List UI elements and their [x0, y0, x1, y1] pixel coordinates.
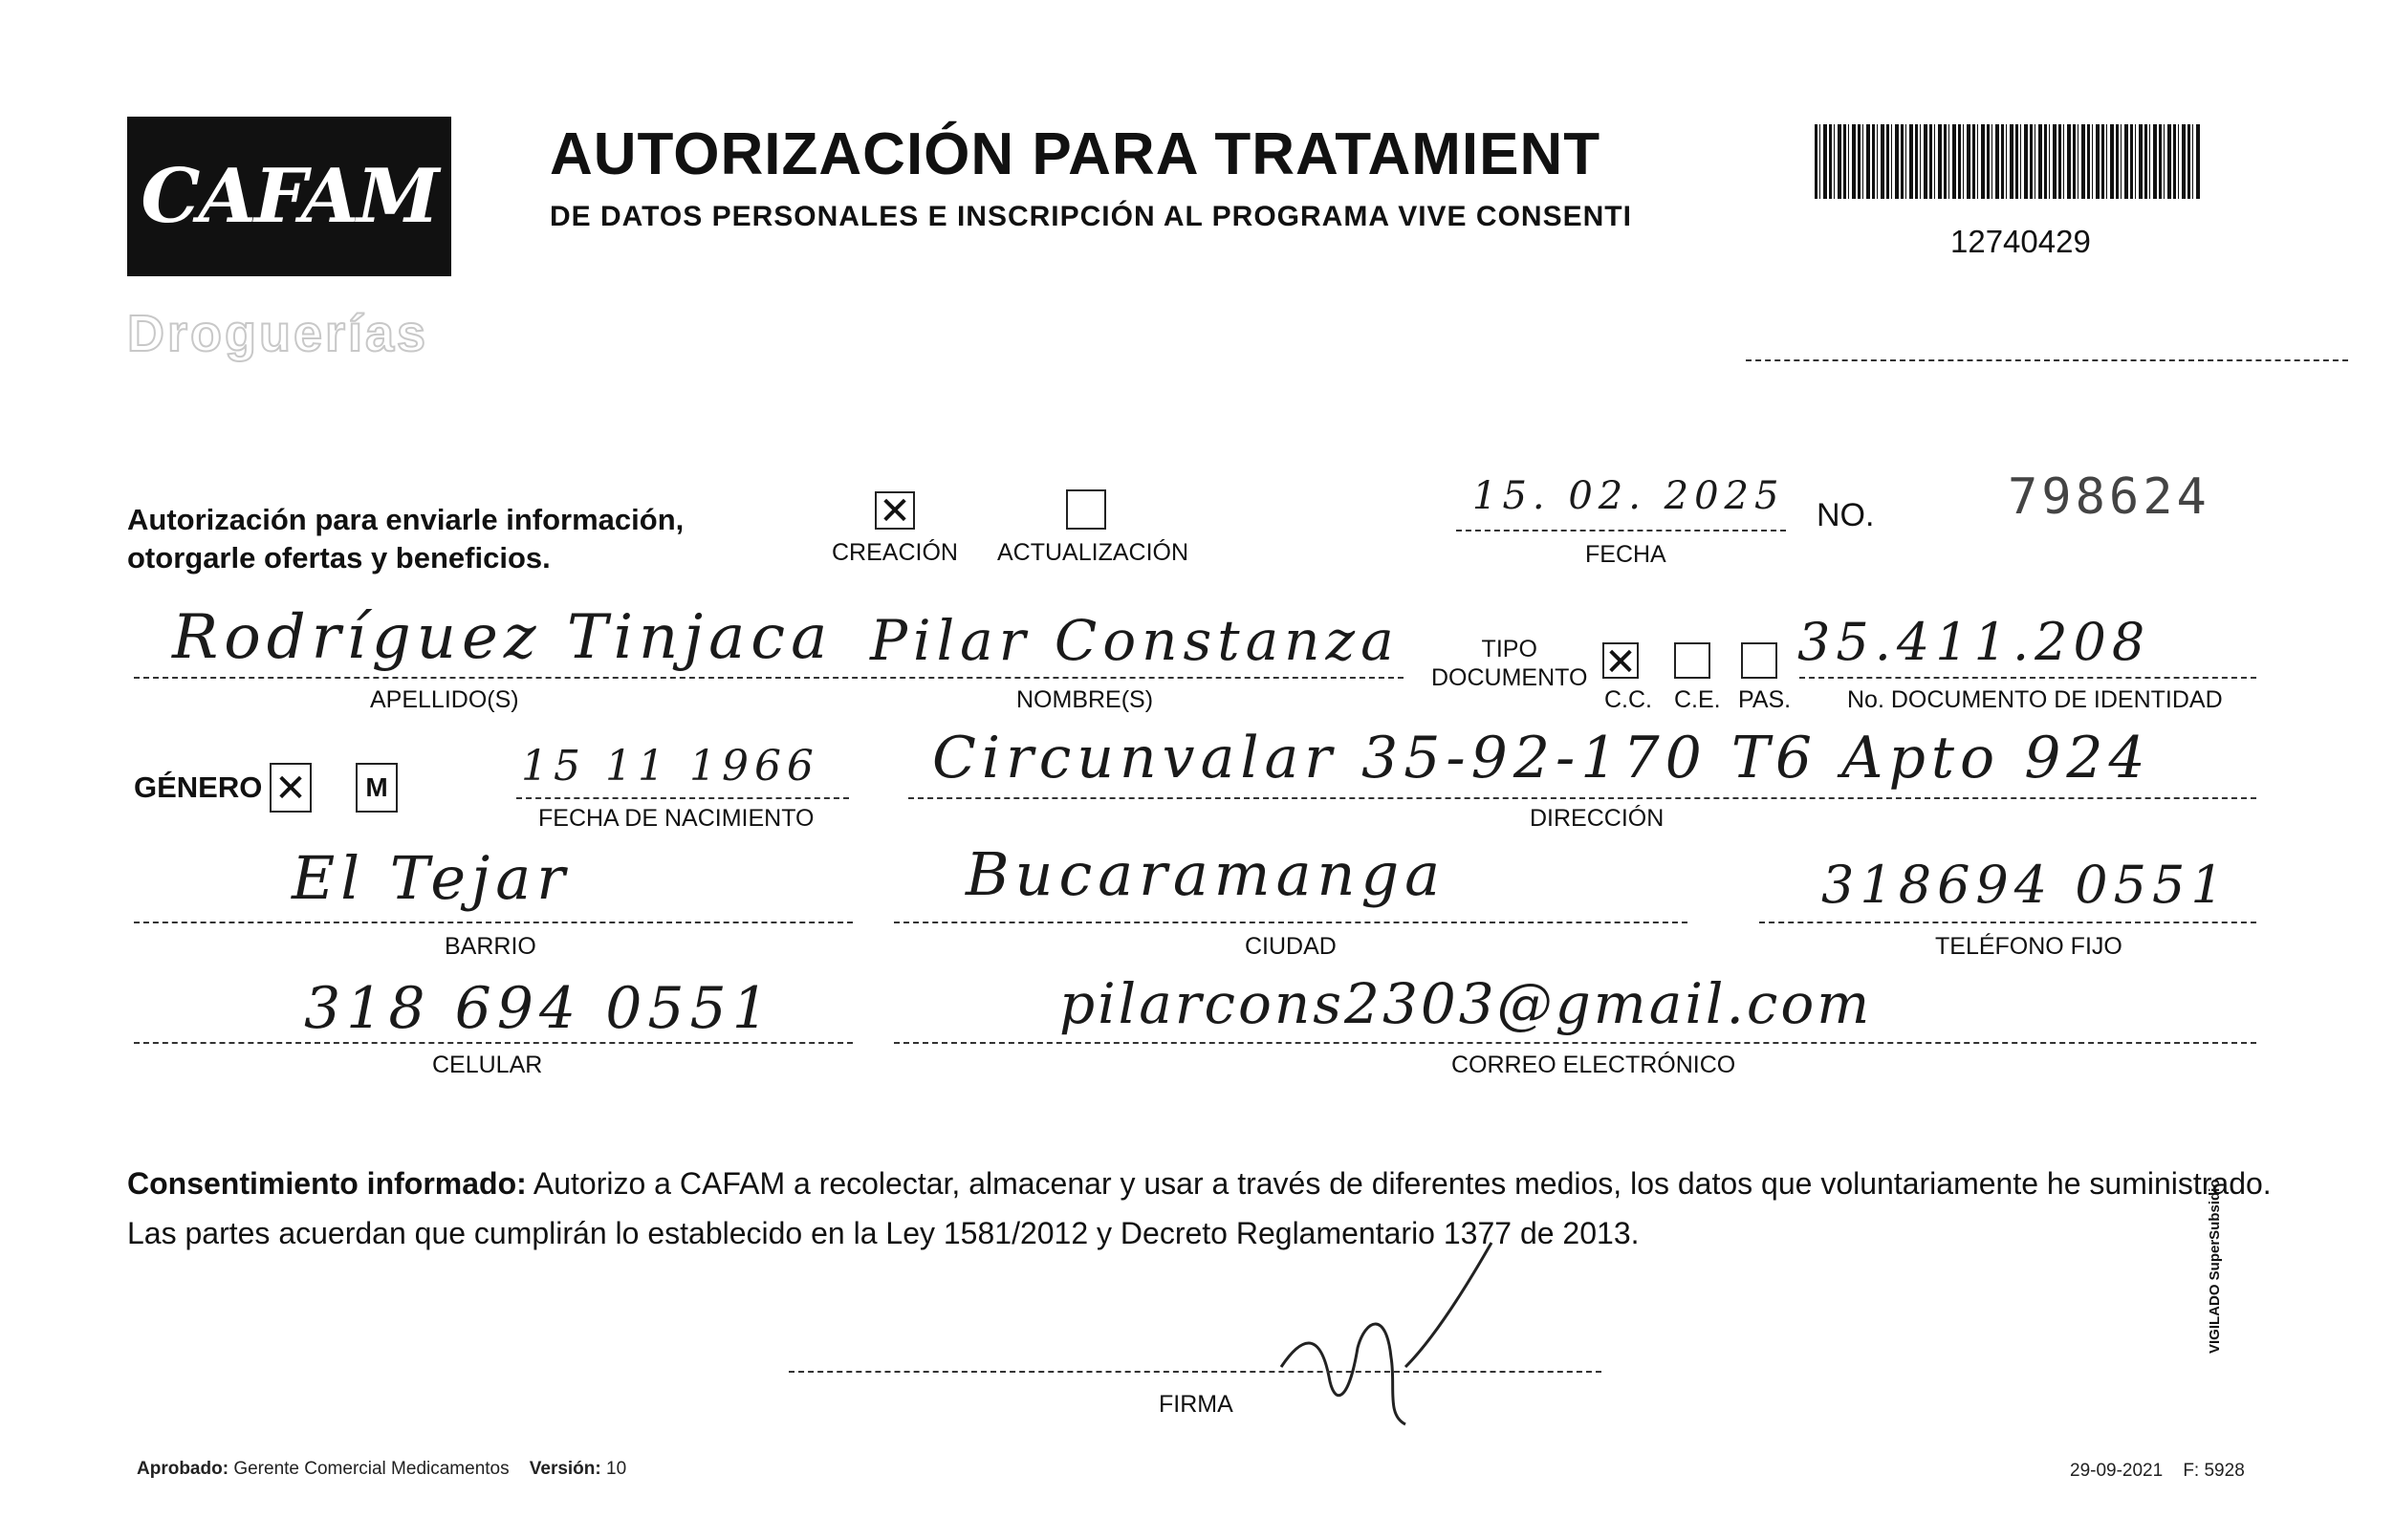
form-subtitle: DE DATOS PERSONALES E INSCRIPCIÓN AL PROGRAMA VIVE CONSENTI — [550, 201, 1632, 232]
update-label: ACTUALIZACIÓN — [997, 539, 1189, 566]
telefono-value: 318694 0551 — [1821, 855, 2230, 915]
cafam-logo — [127, 117, 451, 276]
signature-scribble — [1262, 1233, 1511, 1453]
cc-label: C.C. — [1604, 686, 1652, 713]
nacimiento-label: FECHA DE NACIMIENTO — [538, 805, 815, 832]
correo-line — [894, 1042, 2256, 1044]
footer-date — [2070, 1461, 2245, 1482]
header-divider — [1746, 359, 2348, 361]
consent-line-1 — [127, 1159, 2272, 1208]
nombres-label: NOMBRE(S) — [1016, 686, 1154, 713]
direccion-line — [908, 797, 2256, 799]
documento-label: DOCUMENTO — [1431, 664, 1588, 691]
barcode-number: 12740429 — [1950, 224, 2091, 259]
consent-line-2: Las partes acuerdan que cumplirán lo establecido en la Ley 1581/2012 y Decreto Reglamentario 1377 de 2013. — [127, 1216, 1640, 1250]
barrio-line — [134, 922, 853, 923]
aprobado-label: Aprobado: — [137, 1459, 229, 1479]
celular-line — [134, 1042, 853, 1044]
logo-subtitle: Droguerías — [127, 305, 429, 362]
aprobado-value: Gerente Comercial Medicamentos — [233, 1459, 510, 1479]
form-title: AUTORIZACIÓN PARA TRATAMIENT — [550, 121, 1601, 187]
pas-checkbox[interactable] — [1741, 642, 1777, 679]
celular-value: 318 694 0551 — [304, 975, 774, 1042]
signature-stroke — [1281, 1243, 1491, 1424]
footer-code: F: 5928 — [2183, 1461, 2245, 1481]
ce-checkbox[interactable] — [1674, 642, 1710, 679]
vigilado-side-text: VIGILADO SuperSubsidio — [2207, 1179, 2223, 1354]
cc-checkbox[interactable] — [1602, 640, 1639, 684]
nombres-value: Pilar Constanza — [870, 608, 1400, 673]
version-label: Versión: — [529, 1459, 601, 1479]
genero-m-label: M — [365, 772, 388, 802]
fecha-label: FECHA — [1585, 541, 1666, 568]
intro-line-1: Autorización para enviarle información, — [127, 503, 685, 536]
intro-line-2: otorgarle ofertas y beneficios. — [127, 541, 551, 575]
fecha-value: 15. 02. 2025 — [1472, 474, 1785, 518]
logo-text: CAFAM — [141, 153, 438, 240]
no-label: NO. — [1817, 497, 1875, 533]
nacimiento-line — [516, 797, 849, 799]
nacimiento-value: 15 11 1966 — [521, 742, 819, 791]
consent-title: Consentimiento informado: — [127, 1166, 527, 1201]
direccion-value: Circunvalar 35-92-170 T6 Apto 924 — [932, 725, 2151, 792]
x-mark-icon: ✕ — [274, 767, 307, 811]
tipo-label: TIPO — [1481, 636, 1537, 662]
barcode — [1815, 124, 2200, 199]
version-value: 10 — [606, 1459, 627, 1479]
ciudad-value: Bucaramanga — [966, 839, 1447, 909]
footer-approved — [137, 1459, 626, 1480]
x-mark-icon: ✕ — [1604, 640, 1637, 684]
creation-checkbox[interactable] — [875, 489, 915, 533]
update-checkbox[interactable] — [1066, 489, 1106, 530]
documento-line — [1799, 677, 2256, 679]
documento-label: No. DOCUMENTO DE IDENTIDAD — [1847, 686, 2223, 713]
name-line — [134, 677, 1404, 679]
telefono-label: TELÉFONO FIJO — [1935, 933, 2122, 960]
direccion-label: DIRECCIÓN — [1530, 805, 1665, 832]
genero-label: GÉNERO — [134, 770, 263, 804]
x-mark-icon: ✕ — [879, 489, 911, 533]
celular-label: CELULAR — [432, 1052, 543, 1078]
apellidos-value: Rodríguez Tinjaca — [172, 602, 834, 673]
firma-label: FIRMA — [1159, 1391, 1233, 1418]
ciudad-line — [894, 922, 1687, 923]
tipo-documento-label — [1431, 635, 1587, 692]
genero-m-checkbox[interactable] — [356, 763, 398, 813]
intro-text — [127, 501, 684, 577]
genero-f-checkbox[interactable] — [270, 763, 312, 813]
no-value: 798624 — [2008, 468, 2210, 526]
telefono-line — [1759, 922, 2256, 923]
creation-label: CREACIÓN — [832, 539, 958, 566]
consent-text — [127, 1159, 2272, 1258]
correo-value: pilarcons2303@gmail.com — [1059, 971, 1873, 1036]
consent-body-1: Autorizo a CAFAM a recolectar, almacenar y usar a través de diferentes medios, los datos que voluntariamente he suministrado. — [526, 1166, 2272, 1201]
firma-line — [789, 1371, 1601, 1373]
barrio-label: BARRIO — [445, 933, 536, 960]
fecha-line — [1456, 530, 1786, 531]
correo-label: CORREO ELECTRÓNICO — [1451, 1052, 1736, 1078]
footer-date-value: 29-09-2021 — [2070, 1461, 2164, 1481]
apellidos-label: APELLIDO(S) — [370, 686, 519, 713]
barrio-value: El Tejar — [292, 843, 571, 913]
pas-label: PAS. — [1738, 686, 1792, 713]
ciudad-label: CIUDAD — [1245, 933, 1337, 960]
documento-value: 35.411.208 — [1797, 612, 2151, 672]
ce-label: C.E. — [1674, 686, 1721, 713]
